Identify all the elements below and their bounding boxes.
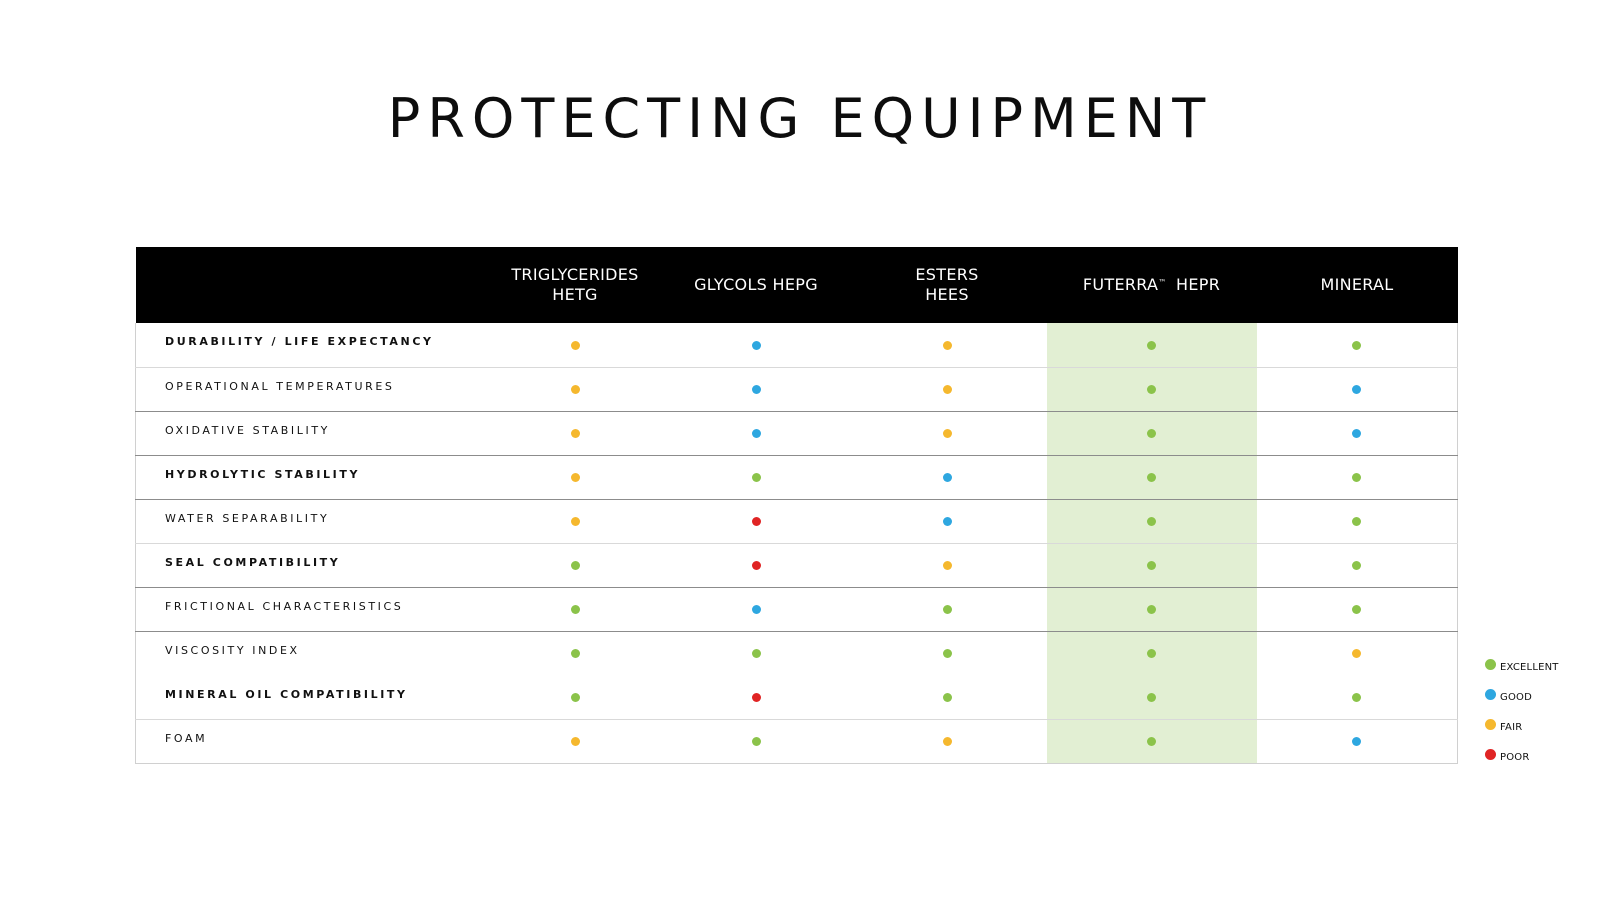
rating-dot-good [752, 605, 761, 614]
row-label: SEAL COMPATIBILITY [136, 540, 486, 584]
table-header-row [136, 247, 1458, 323]
rating-cell [1257, 587, 1458, 631]
trademark-symbol: ™ [1158, 278, 1167, 287]
rating-dot-excellent [1352, 561, 1361, 570]
rating-legend [1485, 652, 1595, 772]
rating-dot-excellent [1147, 737, 1156, 746]
legend-dot-excellent [1485, 659, 1496, 670]
rating-dot-excellent [571, 693, 580, 702]
rating-cell [1047, 323, 1257, 367]
rating-dot-fair [571, 473, 580, 482]
table-row [136, 631, 1458, 675]
rating-cell [665, 631, 848, 675]
rating-cell [1047, 455, 1257, 499]
rating-cell [1047, 499, 1257, 543]
table-row [136, 543, 1458, 587]
table-row [136, 499, 1458, 543]
table-row [136, 455, 1458, 499]
header-label-line1: FUTERRA [1082, 275, 1159, 294]
rating-cell [665, 499, 848, 543]
rating-cell [848, 411, 1047, 455]
row-label: FOAM [136, 716, 486, 760]
rating-dot-good [752, 341, 761, 350]
rating-dot-excellent [1147, 605, 1156, 614]
rating-cell [848, 367, 1047, 411]
rating-cell [848, 499, 1047, 543]
rating-dot-excellent [1352, 517, 1361, 526]
rating-dot-excellent [1147, 561, 1156, 570]
rating-dot-excellent [1352, 473, 1361, 482]
rating-dot-excellent [1147, 693, 1156, 702]
rating-dot-good [1352, 737, 1361, 746]
rating-cell [1047, 631, 1257, 675]
rating-cell [848, 543, 1047, 587]
rating-dot-excellent [943, 605, 952, 614]
header-blank-cell [136, 247, 486, 323]
rating-dot-good [943, 517, 952, 526]
row-label: HYDROLYTIC STABILITY [136, 452, 486, 496]
rating-dot-fair [943, 429, 952, 438]
rating-cell [665, 367, 848, 411]
rating-dot-excellent [752, 473, 761, 482]
row-label: OXIDATIVE STABILITY [136, 408, 486, 452]
rating-dot-excellent [752, 649, 761, 658]
row-label: MINERAL OIL COMPATIBILITY [136, 672, 486, 716]
rating-cell [665, 675, 848, 719]
rating-cell [848, 675, 1047, 719]
row-label: DURABILITY / LIFE EXPECTANCY [136, 320, 486, 364]
rating-cell [486, 411, 665, 455]
rating-dot-fair [571, 737, 580, 746]
rating-dot-fair [943, 341, 952, 350]
legend-label: FAIR [1500, 721, 1523, 733]
rating-dot-excellent [1352, 605, 1361, 614]
rating-cell [1047, 367, 1257, 411]
rating-cell [848, 631, 1047, 675]
header-label-line2: HETG [552, 285, 598, 304]
rating-dot-good [943, 473, 952, 482]
table-row [136, 719, 1458, 763]
rating-dot-fair [571, 341, 580, 350]
rating-cell [486, 499, 665, 543]
rating-dot-excellent [943, 649, 952, 658]
rating-dot-excellent [1147, 649, 1156, 658]
rating-dot-poor [752, 561, 761, 570]
rating-cell [486, 543, 665, 587]
rating-cell [486, 367, 665, 411]
header-label-line1b: HEPR [1176, 275, 1221, 294]
row-label: OPERATIONAL TEMPERATURES [136, 364, 486, 408]
header-triglycerides [486, 247, 665, 323]
rating-cell [848, 323, 1047, 367]
rating-cell [665, 719, 848, 763]
rating-cell [1257, 455, 1458, 499]
table-row [136, 587, 1458, 631]
rating-cell [665, 455, 848, 499]
rating-dot-poor [752, 517, 761, 526]
rating-dot-good [752, 429, 761, 438]
header-label-line1: GLYCOLS HEPG [694, 275, 818, 294]
rating-dot-excellent [1352, 693, 1361, 702]
table-row [136, 411, 1458, 455]
rating-cell [1257, 367, 1458, 411]
legend-item [1485, 712, 1595, 742]
rating-dot-excellent [571, 561, 580, 570]
rating-dot-excellent [1147, 517, 1156, 526]
comparison-table [135, 247, 1458, 764]
header-futerra [1047, 247, 1257, 323]
rating-cell [665, 543, 848, 587]
row-label: WATER SEPARABILITY [136, 496, 486, 540]
rating-dot-good [1352, 385, 1361, 394]
comparison-table-container [135, 247, 1457, 764]
legend-dot-poor [1485, 749, 1496, 760]
row-label: FRICTIONAL CHARACTERISTICS [136, 584, 486, 628]
rating-dot-excellent [1352, 341, 1361, 350]
rating-dot-excellent [1147, 385, 1156, 394]
header-label-line1: ESTERS [915, 265, 979, 284]
rating-dot-fair [943, 385, 952, 394]
legend-label: POOR [1500, 751, 1530, 763]
rating-dot-fair [943, 737, 952, 746]
rating-cell [665, 411, 848, 455]
page-title: PROTECTING EQUIPMENT [387, 87, 1213, 150]
rating-cell [1047, 587, 1257, 631]
rating-dot-fair [571, 429, 580, 438]
table-row [136, 367, 1458, 411]
row-label: VISCOSITY INDEX [136, 628, 486, 672]
rating-dot-fair [943, 561, 952, 570]
rating-cell [486, 323, 665, 367]
rating-dot-excellent [1147, 341, 1156, 350]
rating-dot-excellent [943, 693, 952, 702]
rating-cell [1257, 411, 1458, 455]
rating-dot-fair [571, 517, 580, 526]
legend-dot-good [1485, 689, 1496, 700]
rating-cell [1047, 719, 1257, 763]
rating-cell [848, 587, 1047, 631]
legend-item [1485, 652, 1595, 682]
rating-dot-excellent [1147, 429, 1156, 438]
rating-cell [486, 675, 665, 719]
rating-cell [1257, 631, 1458, 675]
header-esters [848, 247, 1047, 323]
rating-dot-fair [571, 385, 580, 394]
header-glycols [665, 247, 848, 323]
legend-item [1485, 682, 1595, 712]
legend-dot-fair [1485, 719, 1496, 730]
table-row [136, 323, 1458, 367]
header-label-line1: MINERAL [1320, 275, 1394, 294]
rating-cell [1257, 323, 1458, 367]
header-label-line2: HEES [925, 285, 969, 304]
rating-dot-excellent [752, 737, 761, 746]
rating-cell [848, 719, 1047, 763]
rating-dot-poor [752, 693, 761, 702]
header-mineral [1257, 247, 1458, 323]
rating-cell [665, 587, 848, 631]
rating-cell [1257, 719, 1458, 763]
rating-cell [1257, 499, 1458, 543]
rating-cell [486, 631, 665, 675]
rating-dot-excellent [1147, 473, 1156, 482]
table-body [136, 323, 1458, 763]
rating-cell [486, 455, 665, 499]
rating-dot-good [752, 385, 761, 394]
rating-cell [486, 719, 665, 763]
rating-cell [665, 323, 848, 367]
rating-cell [1257, 675, 1458, 719]
rating-cell [1047, 411, 1257, 455]
rating-dot-excellent [571, 605, 580, 614]
rating-cell [848, 455, 1047, 499]
legend-label: GOOD [1500, 691, 1532, 703]
header-label-line1: TRIGLYCERIDES [511, 265, 639, 284]
rating-cell [486, 587, 665, 631]
rating-dot-fair [1352, 649, 1361, 658]
legend-item [1485, 742, 1595, 772]
rating-dot-good [1352, 429, 1361, 438]
legend-label: EXCELLENT [1500, 661, 1559, 673]
rating-cell [1047, 543, 1257, 587]
rating-cell [1257, 543, 1458, 587]
rating-cell [1047, 675, 1257, 719]
rating-dot-excellent [571, 649, 580, 658]
table-row [136, 675, 1458, 719]
